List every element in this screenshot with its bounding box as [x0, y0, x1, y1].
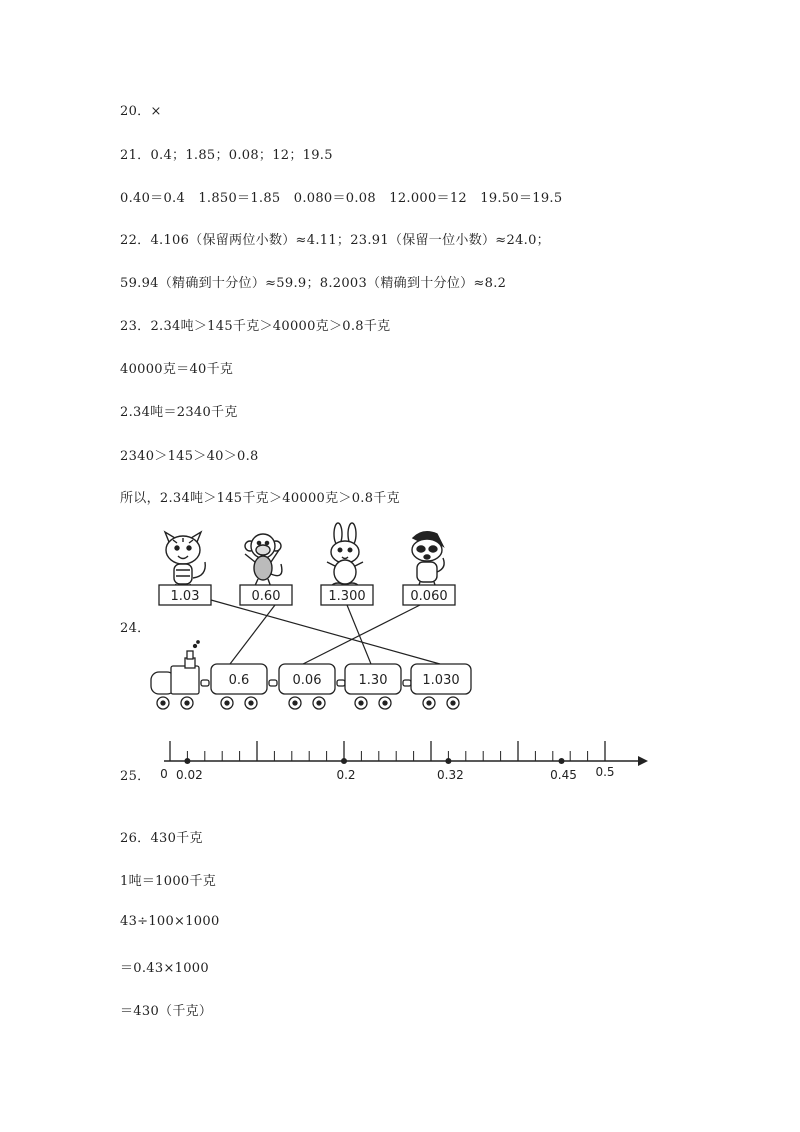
matching-figure [145, 520, 485, 720]
match-line [230, 605, 275, 664]
question-25-label: 25． [120, 769, 151, 784]
answer-26-step-1: 1吨＝1000千克 [120, 874, 217, 889]
tiger-icon [165, 532, 205, 590]
end-label: 0.5 [595, 765, 615, 779]
answer-26: 26．430千克 [120, 831, 203, 846]
point-marker [341, 758, 347, 764]
animals-row [165, 523, 444, 591]
car-value: 1.30 [358, 673, 388, 688]
match-line [303, 605, 420, 664]
animal-value: 0.060 [410, 589, 448, 604]
locomotive [151, 641, 209, 709]
match-line [347, 605, 371, 664]
dog-icon [412, 532, 444, 591]
car-value: 1.030 [422, 673, 460, 688]
car-value: 0.6 [228, 673, 250, 688]
axis-arrow [638, 756, 648, 766]
ticks [170, 741, 605, 761]
animal-value: 1.03 [170, 589, 200, 604]
zero-label: 0 [160, 767, 168, 781]
answer-22-detail: 59.94（精确到十分位）≈59.9；8.2003（精确到十分位）≈8.2 [120, 276, 507, 291]
question-24-label: 24． [120, 621, 151, 636]
point-marker [184, 758, 190, 764]
answer-26-step-4: ＝430（千克） [120, 1004, 213, 1019]
point-label: 0.02 [176, 768, 203, 782]
answer-22: 22．4.106（保留两位小数）≈4.11；23.91（保留一位小数）≈24.0； [120, 233, 550, 248]
rabbit-icon [327, 523, 363, 589]
number-line [150, 728, 660, 788]
monkey-icon [245, 534, 282, 590]
answer-23-step-1: 40000克＝40千克 [120, 362, 234, 377]
point-label: 0.32 [437, 768, 464, 782]
answer-26-step-2: 43÷100×1000 [120, 914, 220, 929]
point-marker [559, 758, 565, 764]
animal-value: 1.300 [328, 589, 366, 604]
answer-23-step-3: 2340＞145＞40＞0.8 [120, 449, 259, 464]
point-label: 0.45 [550, 768, 577, 782]
answer-21-detail: 0.40＝0.4 1.850＝1.85 0.080＝0.08 12.000＝12 19.50＝19.5 [120, 191, 563, 206]
answer-20: 20．× [120, 104, 162, 119]
car-value: 0.06 [292, 673, 322, 688]
match-line [211, 600, 440, 664]
point-label: 0.2 [336, 768, 356, 782]
answer-26-step-3: ＝0.43×1000 [120, 961, 209, 976]
answer-21: 21．0.4；1.85；0.08；12；19.5 [120, 148, 333, 163]
answer-23-conclusion: 所以，2.34吨＞145千克＞40000克＞0.8千克 [120, 491, 400, 506]
answer-23-step-2: 2.34吨＝2340千克 [120, 405, 238, 420]
answer-23: 23．2.34吨＞145千克＞40000克＞0.8千克 [120, 319, 391, 334]
animal-value: 0.60 [251, 589, 281, 604]
point-marker [445, 758, 451, 764]
